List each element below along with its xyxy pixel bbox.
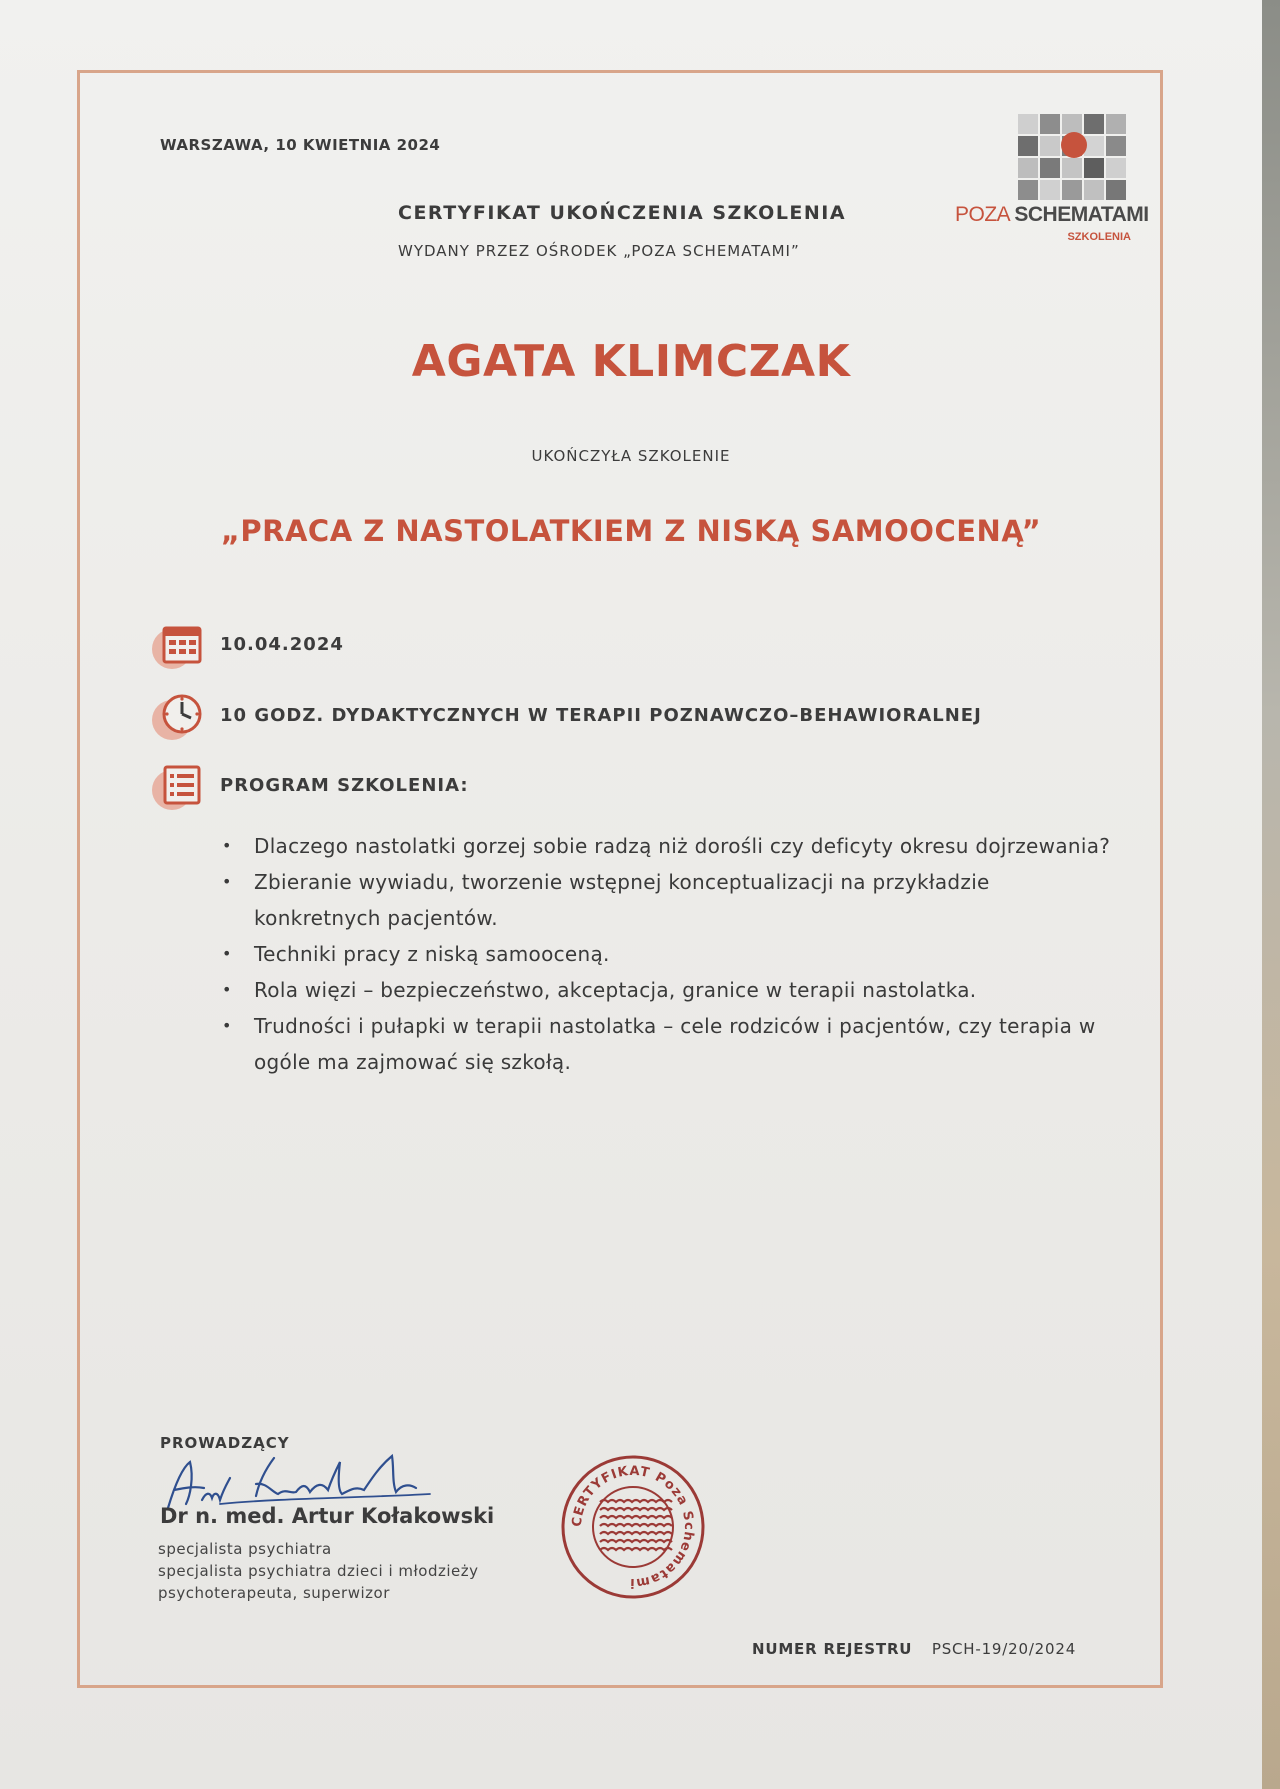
program-item: • Rola więzi – bezpieczeństwo, akceptacja, granice w terapii nastolatka. bbox=[222, 972, 1122, 1008]
logo-grid-cell bbox=[1106, 114, 1126, 134]
logo-grid-cell bbox=[1040, 180, 1060, 200]
stamp-wave bbox=[600, 1516, 672, 1518]
signer-title: psychoterapeuta, superwizor bbox=[158, 1584, 390, 1602]
logo-grid-cell bbox=[1018, 114, 1038, 134]
program-item: • Techniki pracy z niską samooceną. bbox=[222, 936, 1122, 972]
stamp-text: CERTYFIKAT Poza Schematami bbox=[569, 1463, 697, 1591]
signer-title: specjalista psychiatra dzieci i młodzieży bbox=[158, 1562, 479, 1580]
program-list bbox=[222, 828, 1122, 1080]
certificate-subtitle: WYDANY PRZEZ OŚRODEK „POZA SCHEMATAMI” bbox=[398, 242, 800, 260]
logo-grid-cell bbox=[1040, 114, 1060, 134]
signer-role: PROWADZĄCY bbox=[160, 1434, 290, 1452]
logo-word-poza: POZA bbox=[955, 203, 1010, 226]
logo-grid-cell bbox=[1018, 180, 1038, 200]
logo-grid-cell bbox=[1018, 136, 1038, 156]
logo-grid-cell bbox=[1084, 114, 1104, 134]
list-icon bbox=[150, 762, 206, 812]
logo-word-schematami: SCHEMATAMI bbox=[1014, 203, 1149, 226]
stamp-wave bbox=[600, 1548, 672, 1550]
logo-grid-cell bbox=[1040, 158, 1060, 178]
logo-wordmark bbox=[955, 203, 1149, 227]
poza-schematami-logo bbox=[955, 113, 1149, 248]
clock-icon bbox=[150, 692, 206, 742]
completed-label: UKOŃCZYŁA SZKOLENIE bbox=[531, 447, 731, 465]
signer-title: specjalista psychiatra bbox=[158, 1540, 332, 1558]
background-surface bbox=[1262, 0, 1280, 1789]
registry-number bbox=[752, 1640, 1076, 1658]
logo-subtitle: SZKOLENIA bbox=[1067, 231, 1131, 243]
calendar-icon bbox=[150, 622, 206, 672]
logo-grid-cell bbox=[1106, 180, 1126, 200]
logo-grid-cell bbox=[1106, 136, 1126, 156]
certificate-stamp bbox=[558, 1452, 708, 1602]
course-title: „PRACA Z NASTOLATKIEM Z NISKĄ SAMOOCENĄ” bbox=[220, 514, 1042, 548]
logo-grid-cell bbox=[1062, 114, 1082, 134]
logo-grid-icon bbox=[1013, 113, 1131, 203]
stamp-wave bbox=[600, 1508, 672, 1510]
program-item: • Zbieranie wywiadu, tworzenie wstępnej konceptualizacji na przykładzie konkretnych pacjentów. bbox=[222, 864, 1122, 936]
svg-text:CERTYFIKAT Poza Schematami bbox=[570, 1464, 696, 1590]
logo-grid-cell bbox=[1084, 158, 1104, 178]
place-date: WARSZAWA, 10 KWIETNIA 2024 bbox=[160, 136, 441, 154]
certificate-title: CERTYFIKAT UKOŃCZENIA SZKOLENIA bbox=[398, 202, 847, 224]
logo-grid-cell bbox=[1062, 180, 1082, 200]
program-item: • Trudności i pułapki w terapii nastolatka – cele rodziców i pacjentów, czy terapia w ogóle ma zajmować się szkołą. bbox=[222, 1008, 1122, 1080]
recipient-name: AGATA KLIMCZAK bbox=[411, 336, 851, 387]
stamp-wave bbox=[600, 1524, 672, 1526]
logo-grid-cell bbox=[1084, 180, 1104, 200]
program-item: • Dlaczego nastolatki gorzej sobie radzą niż dorośli czy deficyty okresu dojrzewania? bbox=[222, 828, 1122, 864]
logo-grid-cell bbox=[1018, 158, 1038, 178]
registry-value: PSCH-19/20/2024 bbox=[931, 1640, 1077, 1658]
training-date: 10.04.2024 bbox=[220, 634, 344, 655]
logo-grid-cell bbox=[1106, 158, 1126, 178]
signer-name: Dr n. med. Artur Kołakowski bbox=[160, 1504, 495, 1528]
logo-grid-cell bbox=[1084, 136, 1104, 156]
stamp-wave bbox=[600, 1540, 672, 1542]
program-label: PROGRAM SZKOLENIA: bbox=[220, 775, 469, 796]
logo-grid-cell bbox=[1062, 158, 1082, 178]
training-hours: 10 GODZ. DYDAKTYCZNYCH W TERAPII POZNAWCZO–BEHAWIORALNEJ bbox=[220, 705, 982, 726]
stamp-wave bbox=[600, 1532, 672, 1534]
stamp-wave bbox=[600, 1500, 672, 1502]
logo-grid-cell bbox=[1040, 136, 1060, 156]
registry-label: NUMER REJESTRU bbox=[752, 1640, 913, 1658]
